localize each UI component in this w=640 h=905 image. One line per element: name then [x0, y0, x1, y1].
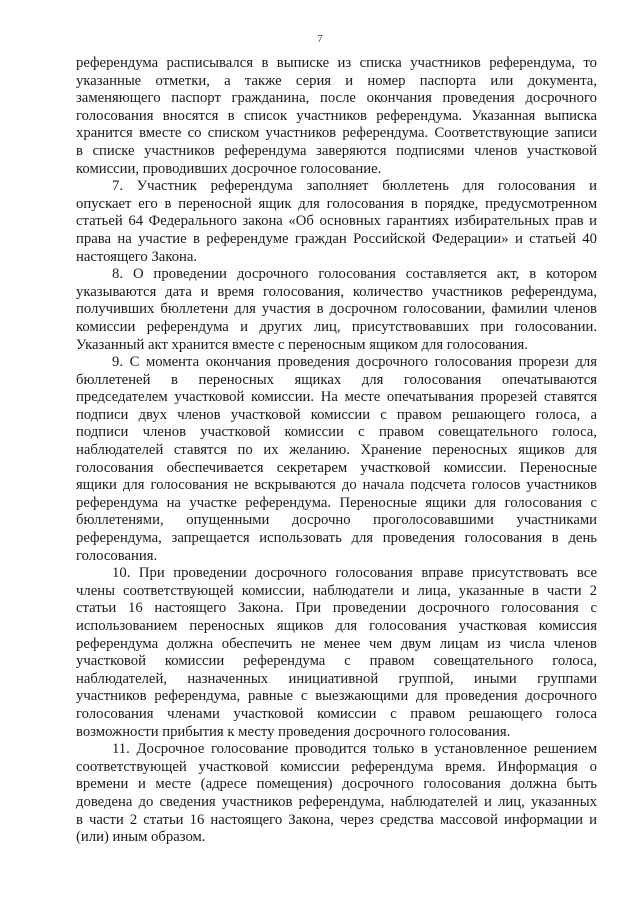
text-line: статьи 16 настоящего Закона. При проведении досрочного голосования с — [76, 600, 597, 617]
text-line: указываются дата и время голосования, количество участников референдума, — [76, 283, 597, 300]
text-line: наблюдателей, назначенных инициативной группой, иными группами — [76, 670, 597, 687]
text-line: бюллетеней в переносных ящиках для голосования опечатываются — [76, 371, 597, 388]
paragraph — [76, 565, 597, 741]
text-line: референдума должна обеспечить не менее чем двум лицам из числа членов — [76, 635, 597, 652]
text-line: возможности прибытия к месту проведения досрочного голосования. — [76, 723, 511, 740]
text-line: референдума на участке референдума. Переносные ящики для голосования с — [76, 494, 597, 511]
text-line: голосования членами участковой комиссии с правом решающего голоса — [76, 705, 597, 722]
text-line: подписи членов участковой комиссии с правом совещательного голоса, — [76, 424, 597, 441]
text-line: настоящего Закона. — [76, 248, 198, 265]
text-line: опускает его в переносной ящик для голосования в порядке, предусмотренном — [76, 195, 597, 212]
text-line: права на участие в референдуме граждан Российской Федерации» и статьей 40 — [76, 230, 597, 247]
text-line: голосования вносятся в список участников референдума. Указанная выписка — [76, 107, 597, 124]
page-number: 7 — [317, 33, 323, 45]
text-line: ящики для голосования не вскрываются до начала подсчета голосов участников — [76, 477, 597, 494]
text-line: заменяющего паспорт гражданина, после окончания проведения досрочного — [76, 90, 597, 107]
text-line: бюллетенями, опущенными досрочно проголосовавшими участниками — [76, 512, 597, 529]
text-line: Указанный акт хранится вместе с переносным ящиком для голосования. — [76, 336, 528, 353]
text-line: 11. Досрочное голосование проводится только в установленное решением — [112, 741, 597, 758]
text-line: голосования обеспечивается секретарем участковой комиссии. Переносные — [76, 459, 597, 476]
text-line: референдума, запрещается использовать для проведения голосования в день — [76, 530, 597, 547]
document-body — [76, 55, 597, 847]
paragraph — [76, 354, 597, 565]
text-line: голосования. — [76, 547, 158, 564]
text-line: в части 2 статьи 16 настоящего Закона, через средства массовой информации и — [76, 811, 597, 828]
text-line: участковой комиссии референдума с правом совещательного голоса, — [76, 653, 597, 670]
text-line: члены соответствующей комиссии, наблюдатели и лица, указанные в части 2 — [76, 582, 597, 599]
text-line: получивших бюллетени для участия в досрочном голосовании, фамилии членов — [76, 301, 597, 318]
text-line: референдума расписывался в выписке из списка участников референдума, то — [76, 55, 597, 71]
paragraph — [76, 266, 597, 354]
text-line: использованием переносных ящиков для голосования участковая комиссия — [76, 618, 597, 634]
paragraph — [76, 178, 597, 266]
text-line: участников референдума, равные с выезжающими для проведения досрочного — [76, 688, 597, 705]
text-line: (или) иным образом. — [76, 829, 206, 846]
text-line: доведена до сведения участников референдума, наблюдателей и лиц, указанных — [76, 793, 597, 810]
text-line: хранится вместе со списком участников референдума. Соответствующие записи — [76, 125, 597, 142]
text-line: 8. О проведении досрочного голосования составляется акт, в котором — [112, 266, 597, 283]
text-line: 10. При проведении досрочного голосования вправе присутствовать все — [112, 565, 597, 582]
paragraph — [76, 55, 597, 178]
text-line: времени и месте (адресе помещения) досрочного голосования должна быть — [76, 776, 597, 793]
paragraph — [76, 741, 597, 847]
text-line: соответствующей участковой комиссии референдума время. Информация о — [76, 758, 597, 775]
text-line: 7. Участник референдума заполняет бюллетень для голосования и — [112, 178, 597, 195]
text-line: комиссии, проводивших досрочное голосование. — [76, 160, 382, 177]
text-line: в списке участников референдума заверяются подписями членов участковой — [76, 142, 597, 159]
text-line: подписи двух членов участковой комиссии с правом решающего голоса, а — [76, 406, 597, 423]
text-line: 9. С момента окончания проведения досрочного голосования прорези для — [112, 354, 597, 371]
text-line: указанные отметки, а также серия и номер паспорта или документа, — [76, 72, 597, 89]
text-line: комиссии референдума и других лиц, присутствовавших при голосовании. — [76, 318, 597, 335]
text-line: статьей 64 Федерального закона «Об основных гарантиях избирательных прав и — [76, 213, 597, 230]
text-line: председателем участковой комиссии. На месте опечатывания прорезей ставятся — [76, 389, 597, 406]
text-line: наблюдателей ставятся по их желанию. Хранение переносных ящиков для — [76, 442, 597, 459]
